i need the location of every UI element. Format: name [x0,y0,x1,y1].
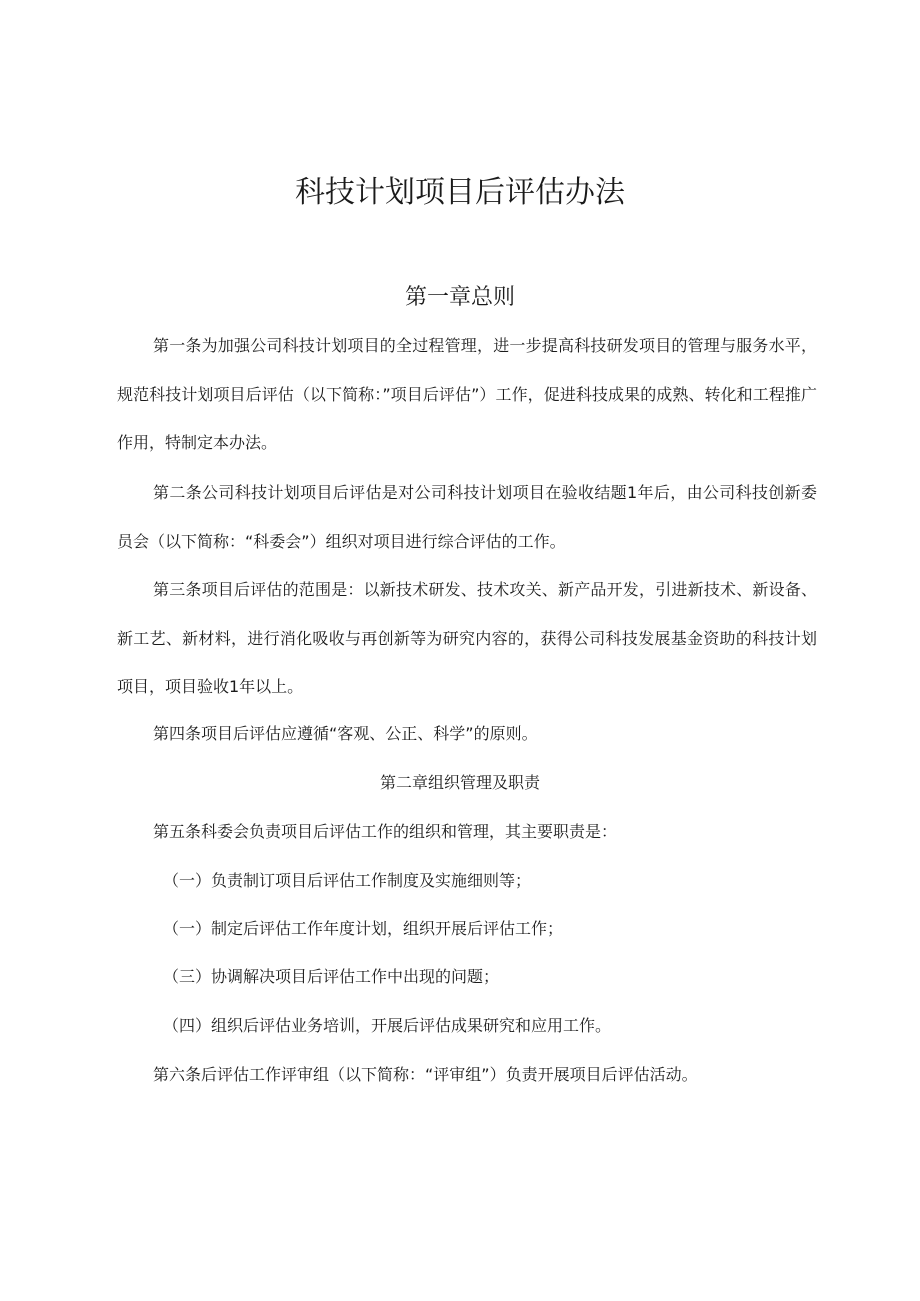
article-4: 第四条项目后评估应遵循“客观、公正、科学”的原则。 [153,724,538,743]
document-title: 科技计划项目后评估办法 [295,175,625,210]
chapter-1-heading: 第一章总则 [404,285,515,310]
article-6: 第六条后评估工作评审组（以下简称：“评审组”）负责开展项目后评估活动。 [153,1065,698,1084]
article-1: 第一条为加强公司科技计划项目的全过程管理，进一步提高科技研发项目的管理与服务水平，规范科技计划项目后评估（以下简称：”项目后评估”）工作，促进科技成果的成熟、转化和工程推广作用，特制定本办法。 [117,336,817,453]
chapter-2-heading: 第二章组织管理及职责 [379,773,540,792]
article-2: 第二条公司科技计划项目后评估是对公司科技计划项目在验收结题1年后，由公司科技创新委员会（以下简称：“科委会”）组织对项目进行综合评估的工作。 [117,483,817,551]
article-3: 第三条项目后评估的范围是：以新技术研发、技术攻关、新产品开发，引进新技术、新设备、新工艺、新材料，进行消化吸收与再创新等为研究内容的，获得公司科技发展基金资助的科技计划项目，项目验收1年以上。 [117,580,817,697]
duty-item: （三）协调解决项目后评估工作中出现的问题； [163,967,500,986]
duty-item: （四）组织后评估业务培训，开展后评估成果研究和应用工作。 [163,1016,612,1035]
duty-item: （一）负责制订项目后评估工作制度及实施细则等； [163,871,532,890]
duty-item: （一）制定后评估工作年度计划，组织开展后评估工作； [163,919,564,938]
article-5: 第五条科委会负责项目后评估工作的组织和管理，其主要职责是： [153,822,618,841]
